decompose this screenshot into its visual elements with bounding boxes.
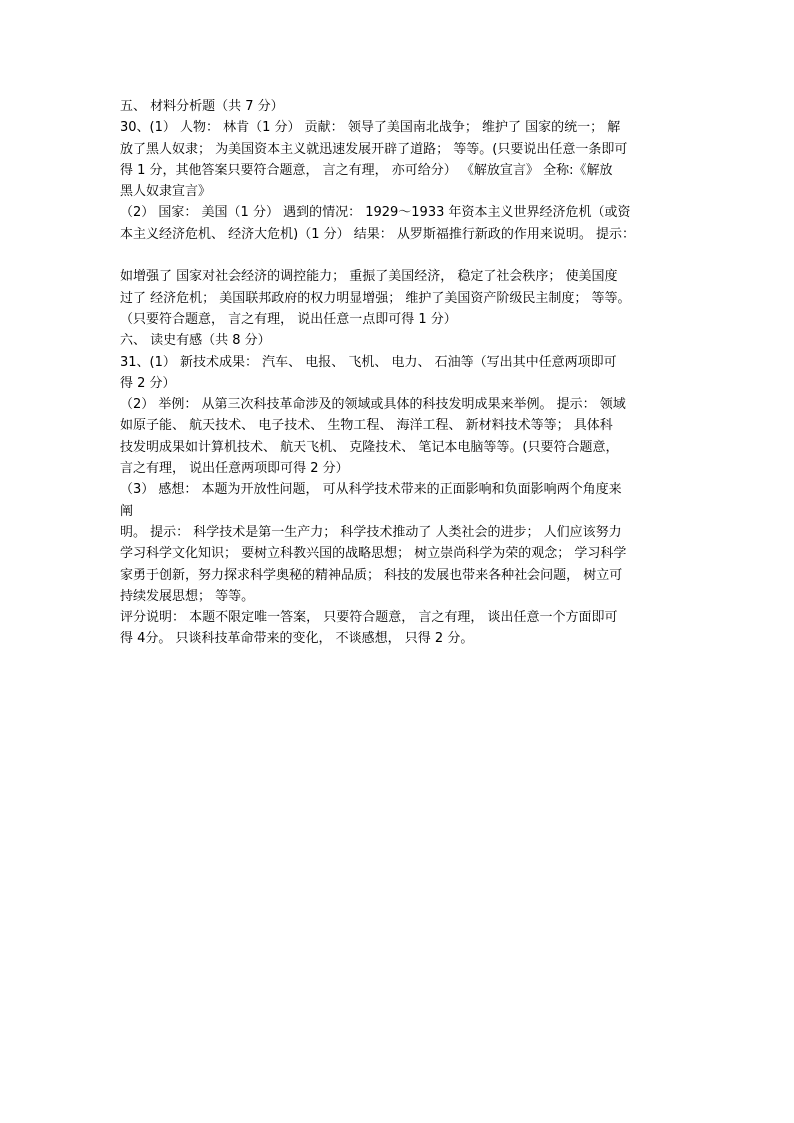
text-line: 过了 经济危机； 美国联邦政府的权力明显增强； 维护了美国资产阶级民主制度； 等等。 bbox=[120, 290, 631, 306]
text-line: 放了黑人奴隶； 为美国资本主义就迅速发展开辟了道路； 等等。(只要说出任意一条即可 bbox=[120, 141, 628, 157]
text-line: 31、(1） 新技术成果： 汽车、 电报、 飞机、 电力、 石油等（写出其中任意两项即可 bbox=[120, 354, 617, 370]
text-line: （2） 国家： 美国（1 分） 遇到的情况： 1929～1933 年资本主义世界经济危机（或资 bbox=[120, 205, 631, 221]
section-heading-5: 五、 材料分析题（共 7 分） bbox=[120, 99, 284, 114]
scoring-note-line: 评分说明： 本题不限定唯一答案， 只要符合题意， 言之有理， 谈出任意一个方面即可 bbox=[120, 610, 618, 626]
text-line: 得 2 分） bbox=[120, 375, 176, 391]
text-line: 学习科学文化知识； 要树立科教兴国的战略思想； 树立崇尚科学为荣的观念； 学习科学 bbox=[120, 546, 627, 562]
section-heading-6: 六、 读史有感（共 8 分） bbox=[120, 333, 271, 349]
text-line: 持续发展思想； 等等。 bbox=[120, 588, 255, 604]
answer-text-block bbox=[120, 96, 690, 650]
scoring-note-line: 得 4分。 只谈科技革命带来的变化， 不谈感想， 只得 2 分。 bbox=[120, 631, 474, 647]
text-line: 言之有理， 说出任意两项即可得 2 分） bbox=[120, 461, 349, 477]
text-line: 如增强了 国家对社会经济的调控能力； 重振了美国经济， 稳定了社会秩序； 使美国度 bbox=[120, 269, 618, 285]
blank-line bbox=[120, 245, 690, 266]
text-line: 30、(1） 人物： 林肯（1 分） 贡献： 领导了美国南北战争； 维护了 国家的统一； 解 bbox=[120, 120, 621, 136]
text-line: （2） 举例： 从第三次科技革命涉及的领域或具体的科技发明成果来举例。 提示： 领域 bbox=[120, 397, 626, 413]
text-line: 如原子能、 航天技术、 电子技术、 生物工程、 海洋工程、 新材料技术等等； 具体科 bbox=[120, 418, 613, 434]
text-line: 家勇于创新，努力探求科学奥秘的精神品质； 科技的发展也带来各种社会问题， 树立可 bbox=[120, 567, 623, 583]
text-line: （只要符合题意， 言之有理， 说出任意一点即可得 1 分） bbox=[120, 311, 457, 327]
text-line: 阐 bbox=[120, 503, 134, 519]
text-line: 技发明成果如计算机技术、 航天飞机、 克隆技术、 笔记本电脑等等。(只要符合题意， bbox=[120, 439, 619, 455]
text-line: 得 1 分，其他答案只要符合题意， 言之有理， 亦可给分） 《解放宣言》 全称:《解放 bbox=[120, 162, 613, 178]
text-line: 黑人奴隶宣言》 bbox=[120, 184, 212, 200]
text-line: （3） 感想： 本题为开放性问题， 可从科学技术带来的正面影响和负面影响两个角度来 bbox=[120, 482, 622, 498]
text-line: 明。 提示： 科学技术是第一生产力； 科学技术推动了 人类社会的进步； 人们应该努力 bbox=[120, 524, 622, 540]
text-line: 本主义经济危机、 经济大危机)（1 分） 结果： 从罗斯福推行新政的作用来说明。 提示： bbox=[120, 226, 636, 242]
